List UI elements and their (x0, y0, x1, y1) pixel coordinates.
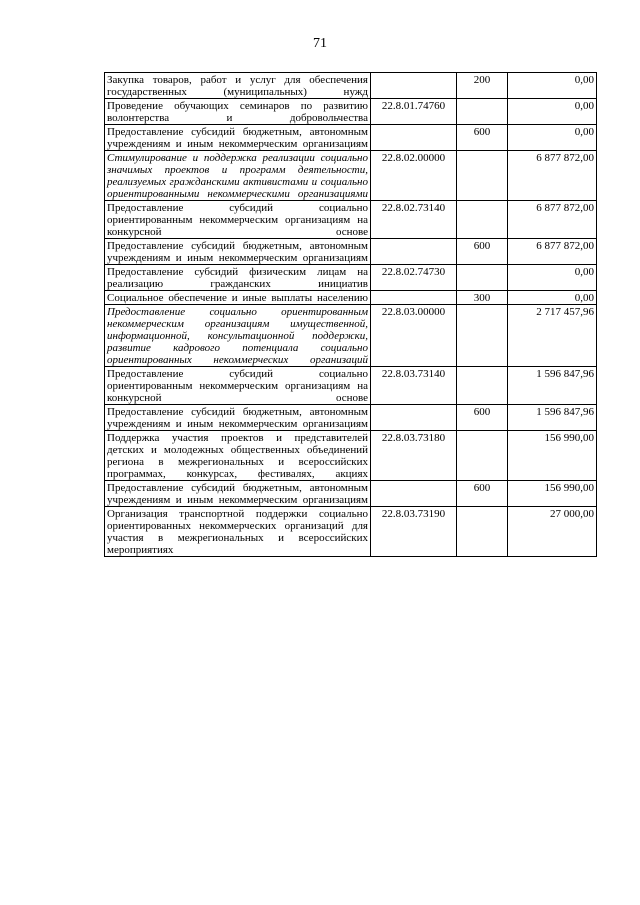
amount-cell: 156 990,00 (508, 481, 597, 507)
code-cell (371, 239, 457, 265)
expense-type-cell: 600 (457, 125, 508, 151)
code-cell (371, 125, 457, 151)
expense-type-cell (457, 99, 508, 125)
expense-type-cell (457, 265, 508, 291)
code-cell (371, 405, 457, 431)
table-row (105, 73, 597, 99)
code-cell: 22.8.02.73140 (371, 201, 457, 239)
amount-cell: 0,00 (508, 265, 597, 291)
name-cell: Предоставление социально ориентированным некоммерческим организациям имущественной, информационной, консультационной поддержки, развитие кадрового потенциала социально ориентированных некоммерческих организаций (105, 305, 371, 367)
table-row (105, 507, 597, 557)
name-cell: Предоставление субсидий бюджетным, автономным учреждениям и иным некоммерческим организациям (105, 405, 371, 431)
amount-cell: 1 596 847,96 (508, 367, 597, 405)
table-row (105, 367, 597, 405)
name-cell: Социальное обеспечение и иные выплаты населению (105, 291, 371, 305)
name-cell: Предоставление субсидий бюджетным, автономным учреждениям и иным некоммерческим организациям (105, 481, 371, 507)
name-cell: Предоставление субсидий социально ориентированным некоммерческим организациям на конкурсной основе (105, 367, 371, 405)
expense-type-cell (457, 367, 508, 405)
amount-cell: 0,00 (508, 125, 597, 151)
code-cell: 22.8.02.74730 (371, 265, 457, 291)
name-cell: Закупка товаров, работ и услуг для обеспечения государственных (муниципальных) нужд (105, 73, 371, 99)
table-row (105, 305, 597, 367)
code-cell: 22.8.03.73140 (371, 367, 457, 405)
amount-cell: 0,00 (508, 99, 597, 125)
table-row (105, 265, 597, 291)
expense-type-cell: 300 (457, 291, 508, 305)
amount-cell: 27 000,00 (508, 507, 597, 557)
code-cell (371, 291, 457, 305)
name-cell: Предоставление субсидий социально ориентированным некоммерческим организациям на конкурсной основе (105, 201, 371, 239)
expense-type-cell: 600 (457, 405, 508, 431)
expense-type-cell (457, 201, 508, 239)
code-cell (371, 481, 457, 507)
expense-type-cell: 600 (457, 481, 508, 507)
amount-cell: 0,00 (508, 73, 597, 99)
name-cell: Поддержка участия проектов и представителей детских и молодежных общественных объединений региона в межрегиональных и всероссийских программах, конкурсах, фестивалях, акциях (105, 431, 371, 481)
table-row (105, 431, 597, 481)
amount-cell: 6 877 872,00 (508, 239, 597, 265)
amount-cell: 6 877 872,00 (508, 201, 597, 239)
name-cell: Организация транспортной поддержки социально ориентированных некоммерческих организаций для участия в межрегиональных и всероссийских мероприятиях (105, 507, 371, 557)
table-row (105, 239, 597, 265)
table-row (105, 151, 597, 201)
amount-cell: 6 877 872,00 (508, 151, 597, 201)
expense-type-cell: 600 (457, 239, 508, 265)
page-number: 71 (313, 36, 327, 51)
budget-table (104, 72, 597, 557)
code-cell (371, 73, 457, 99)
name-cell: Проведение обучающих семинаров по развитию волонтерства и добровольчества (105, 99, 371, 125)
expense-type-cell (457, 507, 508, 557)
expense-type-cell (457, 431, 508, 481)
expense-type-cell (457, 151, 508, 201)
table-row (105, 99, 597, 125)
code-cell: 22.8.01.74760 (371, 99, 457, 125)
amount-cell: 0,00 (508, 291, 597, 305)
expense-type-cell (457, 305, 508, 367)
table-row (105, 125, 597, 151)
expense-type-cell: 200 (457, 73, 508, 99)
name-cell: Стимулирование и поддержка реализации социально значимых проектов и программ деятельности, реализуемых гражданскими активистами и социально ориентированными некоммерческими организациями (105, 151, 371, 201)
code-cell: 22.8.03.00000 (371, 305, 457, 367)
table-row (105, 291, 597, 305)
amount-cell: 2 717 457,96 (508, 305, 597, 367)
code-cell: 22.8.02.00000 (371, 151, 457, 201)
code-cell: 22.8.03.73190 (371, 507, 457, 557)
code-cell: 22.8.03.73180 (371, 431, 457, 481)
name-cell: Предоставление субсидий бюджетным, автономным учреждениям и иным некоммерческим организациям (105, 239, 371, 265)
table-row (105, 201, 597, 239)
amount-cell: 1 596 847,96 (508, 405, 597, 431)
table-row (105, 405, 597, 431)
name-cell: Предоставление субсидий бюджетным, автономным учреждениям и иным некоммерческим организациям (105, 125, 371, 151)
table-row (105, 481, 597, 507)
amount-cell: 156 990,00 (508, 431, 597, 481)
name-cell: Предоставление субсидий физическим лицам на реализацию гражданских инициатив (105, 265, 371, 291)
